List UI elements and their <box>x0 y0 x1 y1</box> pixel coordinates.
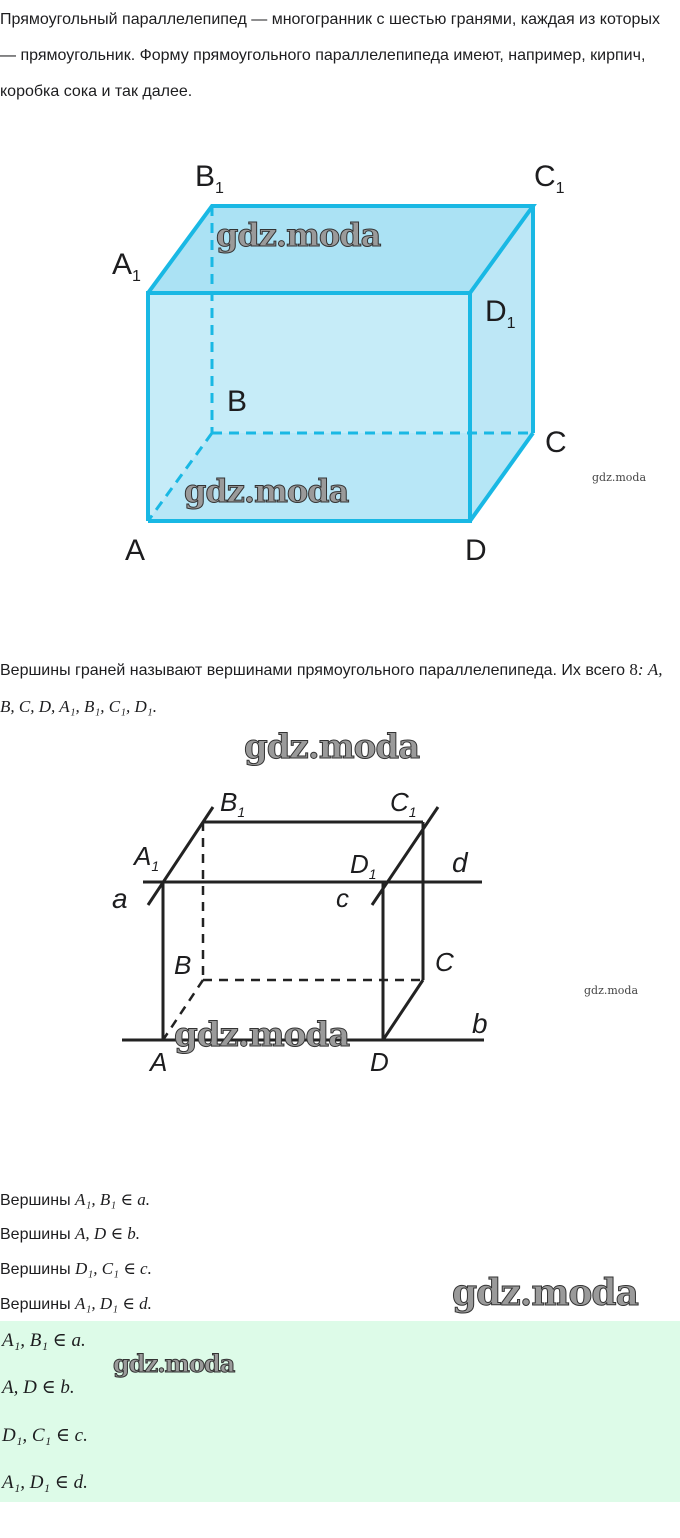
label-D1: $D_1$ <box>350 849 377 883</box>
watermark: gdz.moda <box>184 472 349 510</box>
label-C: C <box>545 426 567 459</box>
label-line-d: d <box>452 847 468 878</box>
answer-box <box>0 1321 680 1502</box>
statement-3: Вершины D₁, C₁ ∈ c. <box>0 1259 152 1278</box>
label-C: C <box>435 947 454 977</box>
answer-line-4: A₁, D₁ ∈ d. <box>2 1472 88 1493</box>
figure-parallelepiped-lines <box>0 725 680 1095</box>
label-D: D <box>465 534 487 567</box>
answer-line-1: A₁, B₁ ∈ a. <box>2 1330 86 1351</box>
label-B: B <box>174 950 192 980</box>
label-line-b: b <box>472 1008 488 1039</box>
watermark: gdz.moda <box>452 1272 638 1314</box>
label-D: D <box>370 1047 389 1077</box>
watermark: gdz.moda <box>113 1349 235 1378</box>
label-B1: $B_1$ <box>220 787 246 821</box>
label-C1: $C_1$ <box>534 160 565 197</box>
label-line-c: c <box>336 883 349 913</box>
label-B: B <box>227 385 248 418</box>
label-A1: $A_1$ <box>134 841 160 875</box>
answer-line-2: A, D ∈ b. <box>2 1377 75 1398</box>
vertices-paragraph: Вершины граней называют вершинами прямоугольного параллелепипеда. Их всего 8: A, B, C, D, A₁, B₁, C₁, D₁. <box>0 660 663 716</box>
statement-2: Вершины A, D ∈ b. <box>0 1224 141 1243</box>
label-A: A <box>125 534 146 567</box>
label-C1: $C_1$ <box>390 787 417 821</box>
statement-1: Вершины A₁, B₁ ∈ a. <box>0 1190 150 1209</box>
watermark-small: gdz.moda <box>584 984 639 997</box>
watermark: gdz.moda <box>216 216 381 254</box>
label-line-a: a <box>112 883 128 914</box>
label-A1: $A_1$ <box>112 248 141 285</box>
intro-paragraph: Прямоугольный параллелепипед — многогранник с шестью гранями, каждая из которых — прямоугольник. Форму прямоугольного параллелепипеда имеют, например, кирпич, коробка сока и так далее. <box>0 11 660 100</box>
watermark-small: gdz.moda <box>592 471 647 484</box>
statement-4: Вершины A₁, D₁ ∈ d. <box>0 1294 152 1313</box>
label-D1: $D_1$ <box>485 295 516 332</box>
label-B1: $B_1$ <box>195 160 224 197</box>
answer-line-3: D₁, C₁ ∈ c. <box>2 1425 88 1446</box>
figure-parallelepiped-colored <box>0 150 680 590</box>
label-A: A <box>150 1047 168 1077</box>
watermark: gdz.moda <box>174 1015 350 1055</box>
watermark: gdz.moda <box>244 727 420 767</box>
